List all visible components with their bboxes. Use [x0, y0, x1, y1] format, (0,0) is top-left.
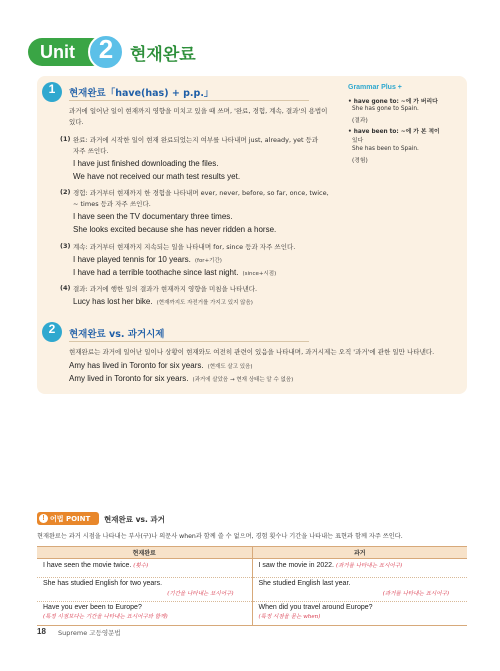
table-header-past: 과거 [252, 547, 467, 559]
handwritten-note: (기간을 나타내는 표시어구) [167, 591, 234, 597]
section-2-number: 2 [42, 322, 62, 342]
handwritten-note: (과거를 나타내는 표시어구) [382, 591, 449, 597]
table-cell-left [37, 602, 252, 626]
use-4-example-1 [73, 297, 253, 306]
use-2-label: (2) [60, 188, 71, 196]
handwritten-note: (횟수) [133, 563, 149, 569]
section-1-divider [69, 100, 309, 101]
use-1-desc: 완료: 과거에 시작한 일이 현재 완료되었는지 여부를 나타내며 just, already, yet 등과 [73, 136, 319, 144]
grammar-plus-line-1: • have gone to: ~에 가 버리다 [348, 99, 438, 105]
cell-text: I saw the movie in 2022. [258, 562, 334, 569]
use-2-example-1: I have seen the TV documentary three times. [73, 212, 233, 221]
use-4-example-1-note: (현재까지도 자전거를 가지고 있지 않음) [156, 300, 253, 306]
handwritten-note: (과거를 나타내는 표시어구) [335, 563, 403, 569]
handwritten-note: (특정 시점보다는 기간을 나타내는 표시어구와 함께) [43, 614, 168, 620]
use-3-example-2-note: (since+시점) [242, 271, 277, 277]
page-number: 18 [37, 627, 46, 636]
use-1-example-1: I have just finished downloading the files. [73, 159, 219, 168]
section-1-intro: 과거에 일어난 일이 현재까지 영향을 미치고 있을 때 쓰며, '완료, 경험, 계속, 결과'의 용법이 [69, 107, 328, 115]
use-1-label: (1) [60, 135, 71, 143]
unit-title: 현재완료 [130, 45, 196, 65]
section-1-number: 1 [42, 82, 62, 102]
use-4-desc: 결과: 과거에 행한 일의 결과가 현재까지 영향을 미침을 나타낸다. [73, 285, 258, 293]
use-2-desc-cont: ~ times 등과 자주 쓰인다. [73, 200, 151, 208]
section-1-title: 현재완료「have(has) + p.p.」 [69, 88, 214, 99]
point-badge [37, 512, 99, 525]
use-1-desc-cont: 자주 쓰인다. [73, 147, 109, 155]
point-badge-icon: ! [39, 514, 48, 523]
table-cell-left [37, 559, 252, 578]
section-2-example-2 [69, 374, 293, 383]
grammar-panel [37, 76, 467, 394]
use-3-example-2-text: I have had a terrible toothache since last night. [73, 268, 239, 277]
cell-text: I have seen the movie twice. [43, 562, 132, 569]
cell-text: Have you ever been to Europe? [43, 604, 142, 611]
unit-word: Unit [40, 42, 75, 62]
section-2-example-1-note: (현재도 살고 있음) [207, 364, 253, 370]
table-row [37, 559, 467, 578]
use-4-example-1-text: Lucy has lost her bike. [73, 297, 153, 306]
use-3-example-1-text: I have played tennis for 10 years. [73, 255, 191, 264]
use-3-example-1-note: (for+기간) [194, 258, 222, 264]
table-cell-right [252, 602, 467, 626]
grammar-plus-line-3: (결과) [352, 118, 368, 124]
cell-text: She has studied English for two years. [43, 580, 163, 587]
section-2-divider [69, 341, 309, 342]
use-2-desc: 경험: 과거부터 현재까지 한 경험을 나타내며 ever, never, before, so far, once, twice, [73, 189, 329, 197]
cell-text: She studied English last year. [258, 580, 351, 587]
section-2-desc: 현재완료는 과거에 일어난 일이나 상황이 현재와도 여전히 관련이 있음을 나타내며, 과거시제는 오직 '과거'에 관한 일만 나타낸다. [69, 348, 435, 356]
table-cell-right [252, 559, 467, 578]
section-2-example-1-text: Amy has lived in Toronto for six years. [69, 361, 204, 370]
table-cell-left [37, 578, 252, 602]
table-row [37, 602, 467, 626]
table-header-row [37, 547, 467, 559]
point-title: 현재완료 vs. 과거 [104, 515, 165, 524]
book-title: Supreme 고등영문법 [58, 629, 121, 637]
section-2-example-2-text: Amy lived in Toronto for six years. [69, 374, 189, 383]
grammar-plus-line-7: (경험) [352, 158, 368, 164]
table-header-present-perfect: 현재완료 [37, 547, 252, 559]
section-2-title: 현재완료 vs. 과거시제 [69, 329, 165, 340]
use-3-example-2 [73, 268, 276, 277]
use-3-desc: 계속: 과거부터 현재까지 지속되는 일을 나타내며 for, since 등과 자주 쓰인다. [73, 243, 296, 251]
comparison-table [37, 546, 467, 626]
use-3-example-1 [73, 255, 222, 264]
cell-text: When did you travel around Europe? [258, 604, 373, 611]
grammar-plus-line-5: 있다 [352, 138, 364, 144]
unit-badge [28, 34, 124, 70]
use-2-example-2: She looks excited because she has never ridden a horse. [73, 225, 277, 234]
use-1-example-2: We have not received our math test results yet. [73, 172, 241, 181]
section-2-example-2-note: (과거에 살았음 → 현재 상태는 알 수 없음) [192, 377, 294, 383]
unit-number: 2 [98, 34, 114, 64]
grammar-plus-line-6: She has been to Spain. [352, 146, 419, 152]
use-3-label: (3) [60, 242, 71, 250]
table-row [37, 578, 467, 602]
grammar-plus-line-4: • have been to: ~에 가 본 적이 [348, 129, 440, 135]
use-4-label: (4) [60, 284, 71, 292]
grammar-plus-title: Grammar Plus + [348, 84, 402, 91]
section-1-intro-cont: 있다. [69, 118, 84, 126]
grammar-plus-line-2: She has gone to Spain. [352, 106, 419, 112]
handwritten-note: (특정 시점을 묻는 when) [258, 614, 321, 620]
section-2-example-1 [69, 361, 253, 370]
point-badge-label: 어법 POINT [50, 515, 91, 523]
point-description: 현재완료는 과거 시점을 나타내는 부사(구)나 의문사 when과 함께 쓸 수 없으며, 경험 횟수나 기간을 나타내는 표현과 함께 자주 쓰인다. [37, 533, 403, 540]
table-cell-right [252, 578, 467, 602]
